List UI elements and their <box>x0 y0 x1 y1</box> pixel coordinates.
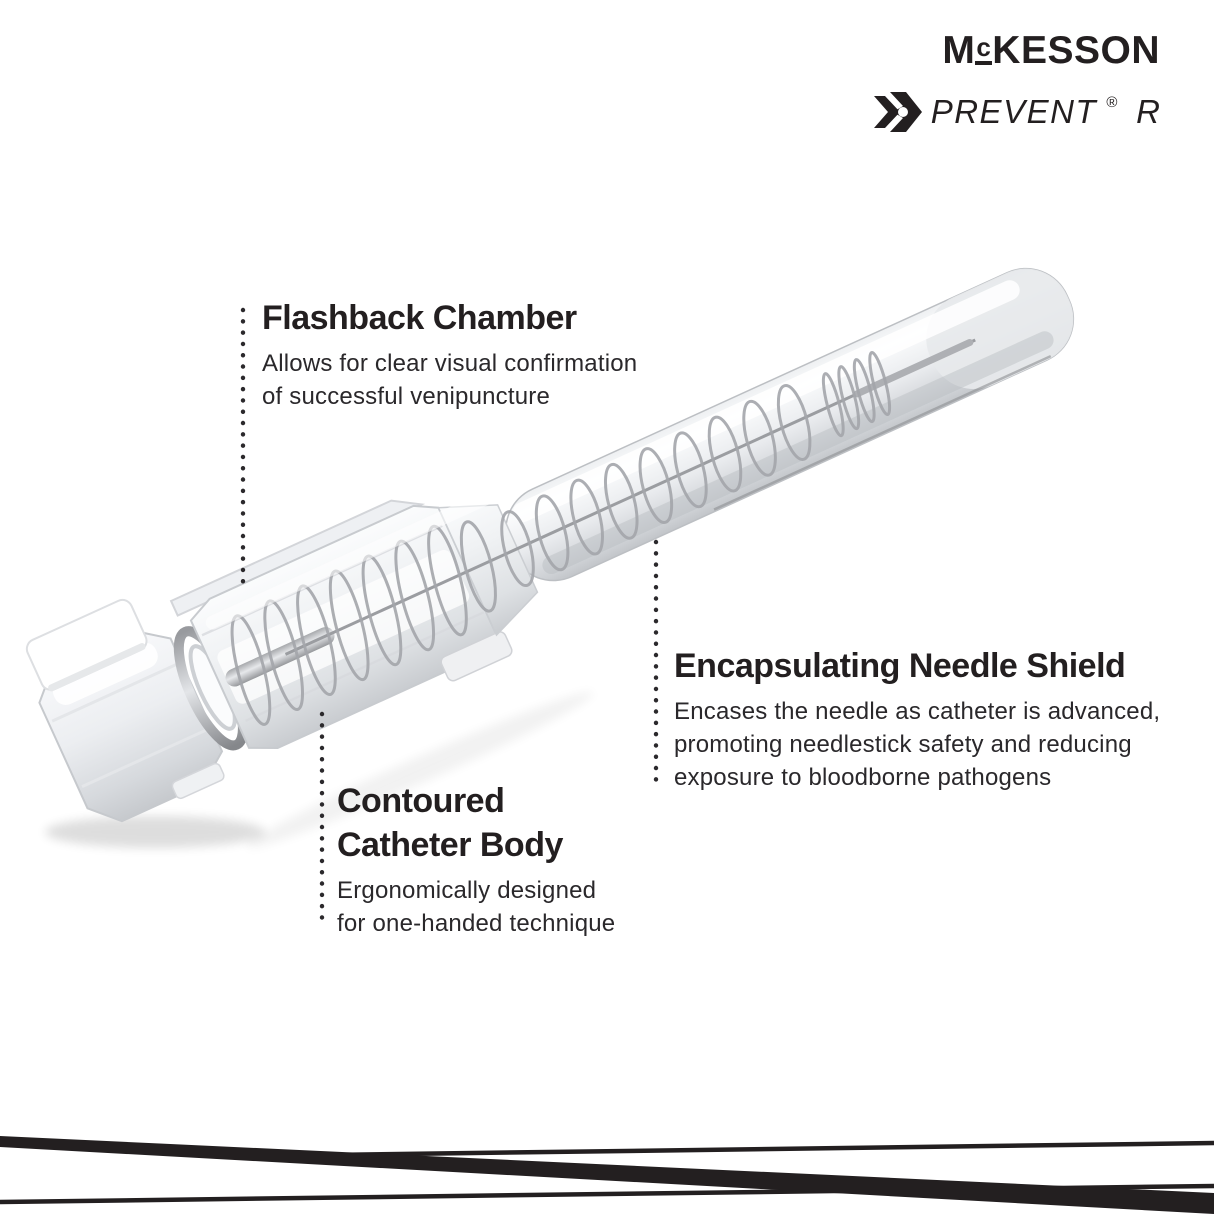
callout-title: Flashback Chamber <box>262 299 577 337</box>
double-chevron-arrow-icon <box>873 90 922 134</box>
logo-letter-m: M <box>942 29 976 72</box>
brand-block <box>873 28 1160 134</box>
logo-letters-kesson: KESSON <box>992 29 1160 72</box>
bottom-stripes-decoration <box>0 1136 1214 1214</box>
registered-mark: ® <box>1106 93 1118 111</box>
product-name: PREVENT <box>930 93 1098 130</box>
callout-encapsulating-needle-shield <box>674 644 1160 794</box>
mckesson-logo <box>873 28 1160 74</box>
prevent-product-line <box>873 90 1160 134</box>
logo-letter-c-underlined: c <box>975 34 992 65</box>
callout-contoured-catheter-body <box>337 779 615 940</box>
callout-title: Contoured Catheter Body <box>337 782 563 864</box>
callout-description: Ergonomically designed for one-handed technique <box>337 877 616 937</box>
callout-title: Encapsulating Needle Shield <box>674 647 1126 685</box>
callout-description: Allows for clear visual confirmation of successful venipuncture <box>262 350 638 410</box>
callout-description: Encases the needle as catheter is advanced, promoting needlestick safety and reducing exposure to bloodborne pathogens <box>674 698 1161 791</box>
callout-flashback-chamber <box>262 296 637 413</box>
product-variant: R <box>1136 93 1160 130</box>
